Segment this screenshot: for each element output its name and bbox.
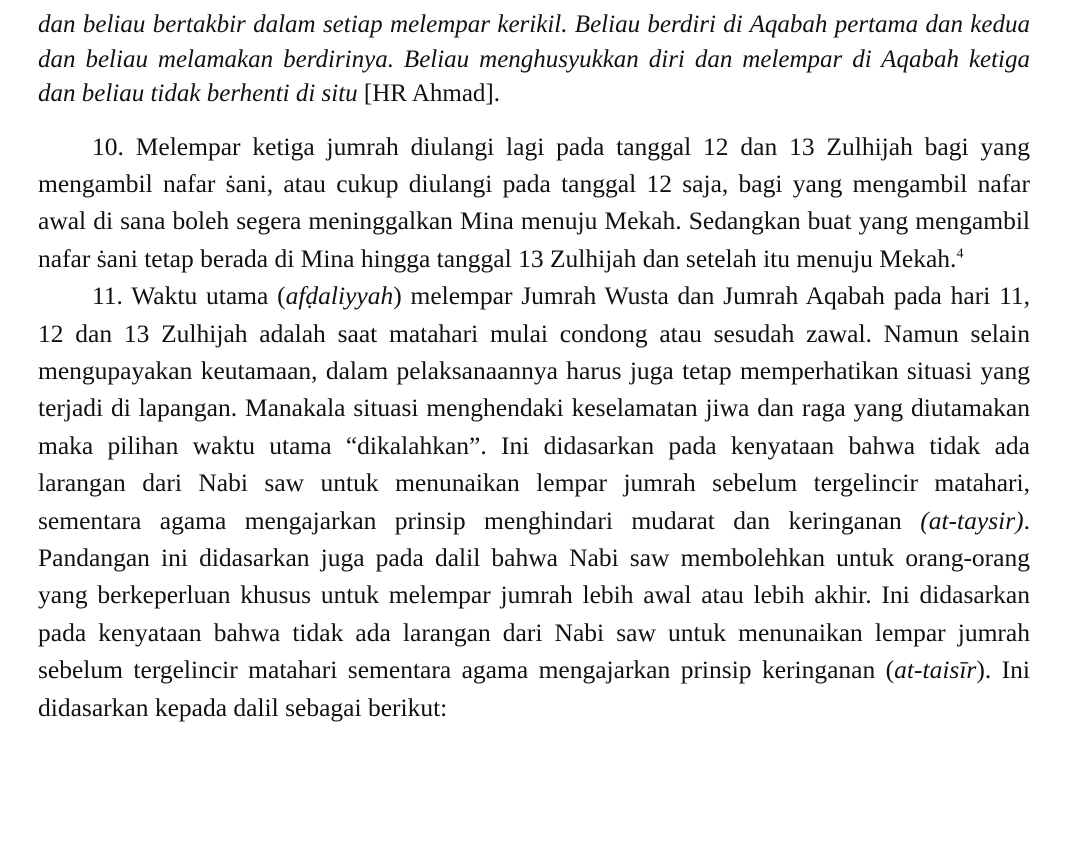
hadith-quote-text: dan beliau bertakbir dalam setiap melempar kerikil. Beliau berdiri di Aqabah pertama dan kedua dan beliau melamakan berdirinya. Beliau menghusyukkan diri dan melempar di Aqabah ketiga dan beliau tidak berhenti di situ: [38, 11, 1030, 107]
paragraph-item-11: [38, 277, 1030, 726]
term-afdaliyyah: afḍaliyyah: [285, 281, 394, 311]
item-11-text-part-2: ) melempar Jumrah Wusta dan Jumrah Aqabah pada hari 11, 12 dan 13 Zulhijah adalah saat matahari mulai condong atau sesudah zawal. Namun selain mengupayakan keutamaan, dalam pelaksanaannya harus juga tetap memperhatikan situasi yang terjadi di lapangan. Manakala situasi menghendaki keselamatan jiwa dan raga yang diutamakan maka pilihan waktu utama “dikalahkan”. Ini didasarkan pada kenyataan bahwa tidak ada larangan dari Nabi saw untuk menunaikan lempar jumrah sebelum tergelincir matahari, sementara agama mengajarkan prinsip menghindari mudarat dan keringanan: [38, 281, 1030, 535]
footnote-marker: 4: [956, 246, 964, 262]
item-11-text-part-4: ). Ini didasarkan kepada dalil sebagai berikut:: [38, 655, 1030, 722]
term-at-taisir: at-taisīr: [894, 655, 977, 685]
item-10-number: 10.: [92, 131, 124, 161]
term-at-taysir: (at-taysir): [920, 505, 1024, 535]
item-11-text-part-3: . Pandangan ini didasarkan juga pada dalil bahwa Nabi saw membolehkan untuk orang-orang yang berkeperluan khusus untuk melempar jumrah lebih awal atau lebih akhir. Ini didasarkan pada kenyataan bahwa tidak ada larangan dari Nabi saw untuk menunaikan lempar jumrah sebelum tergelincir matahari sementara agama mengajarkan prinsip keringanan (: [38, 505, 1030, 685]
document-page: [38, 8, 1030, 726]
paragraph-item-10: [38, 128, 1030, 278]
item-10-text: Melempar ketiga jumrah diulangi lagi pada tanggal 12 dan 13 Zulhijah bagi yang mengambil nafar ṡani, atau cukup diulangi pada tanggal 12 saja, bagi yang mengambil nafar awal di sana boleh segera meninggalkan Mina menuju Mekah. Sedangkan buat yang mengambil nafar ṡani tetap berada di Mina hingga tanggal 13 Zulhijah dan setelah itu menuju Mekah.: [38, 131, 1030, 273]
item-11-text-part-1: Waktu utama (: [122, 281, 286, 311]
hadith-citation: [HR Ahmad].: [357, 80, 501, 107]
item-11-number: 11.: [92, 281, 123, 311]
hadith-quote: [38, 8, 1030, 112]
